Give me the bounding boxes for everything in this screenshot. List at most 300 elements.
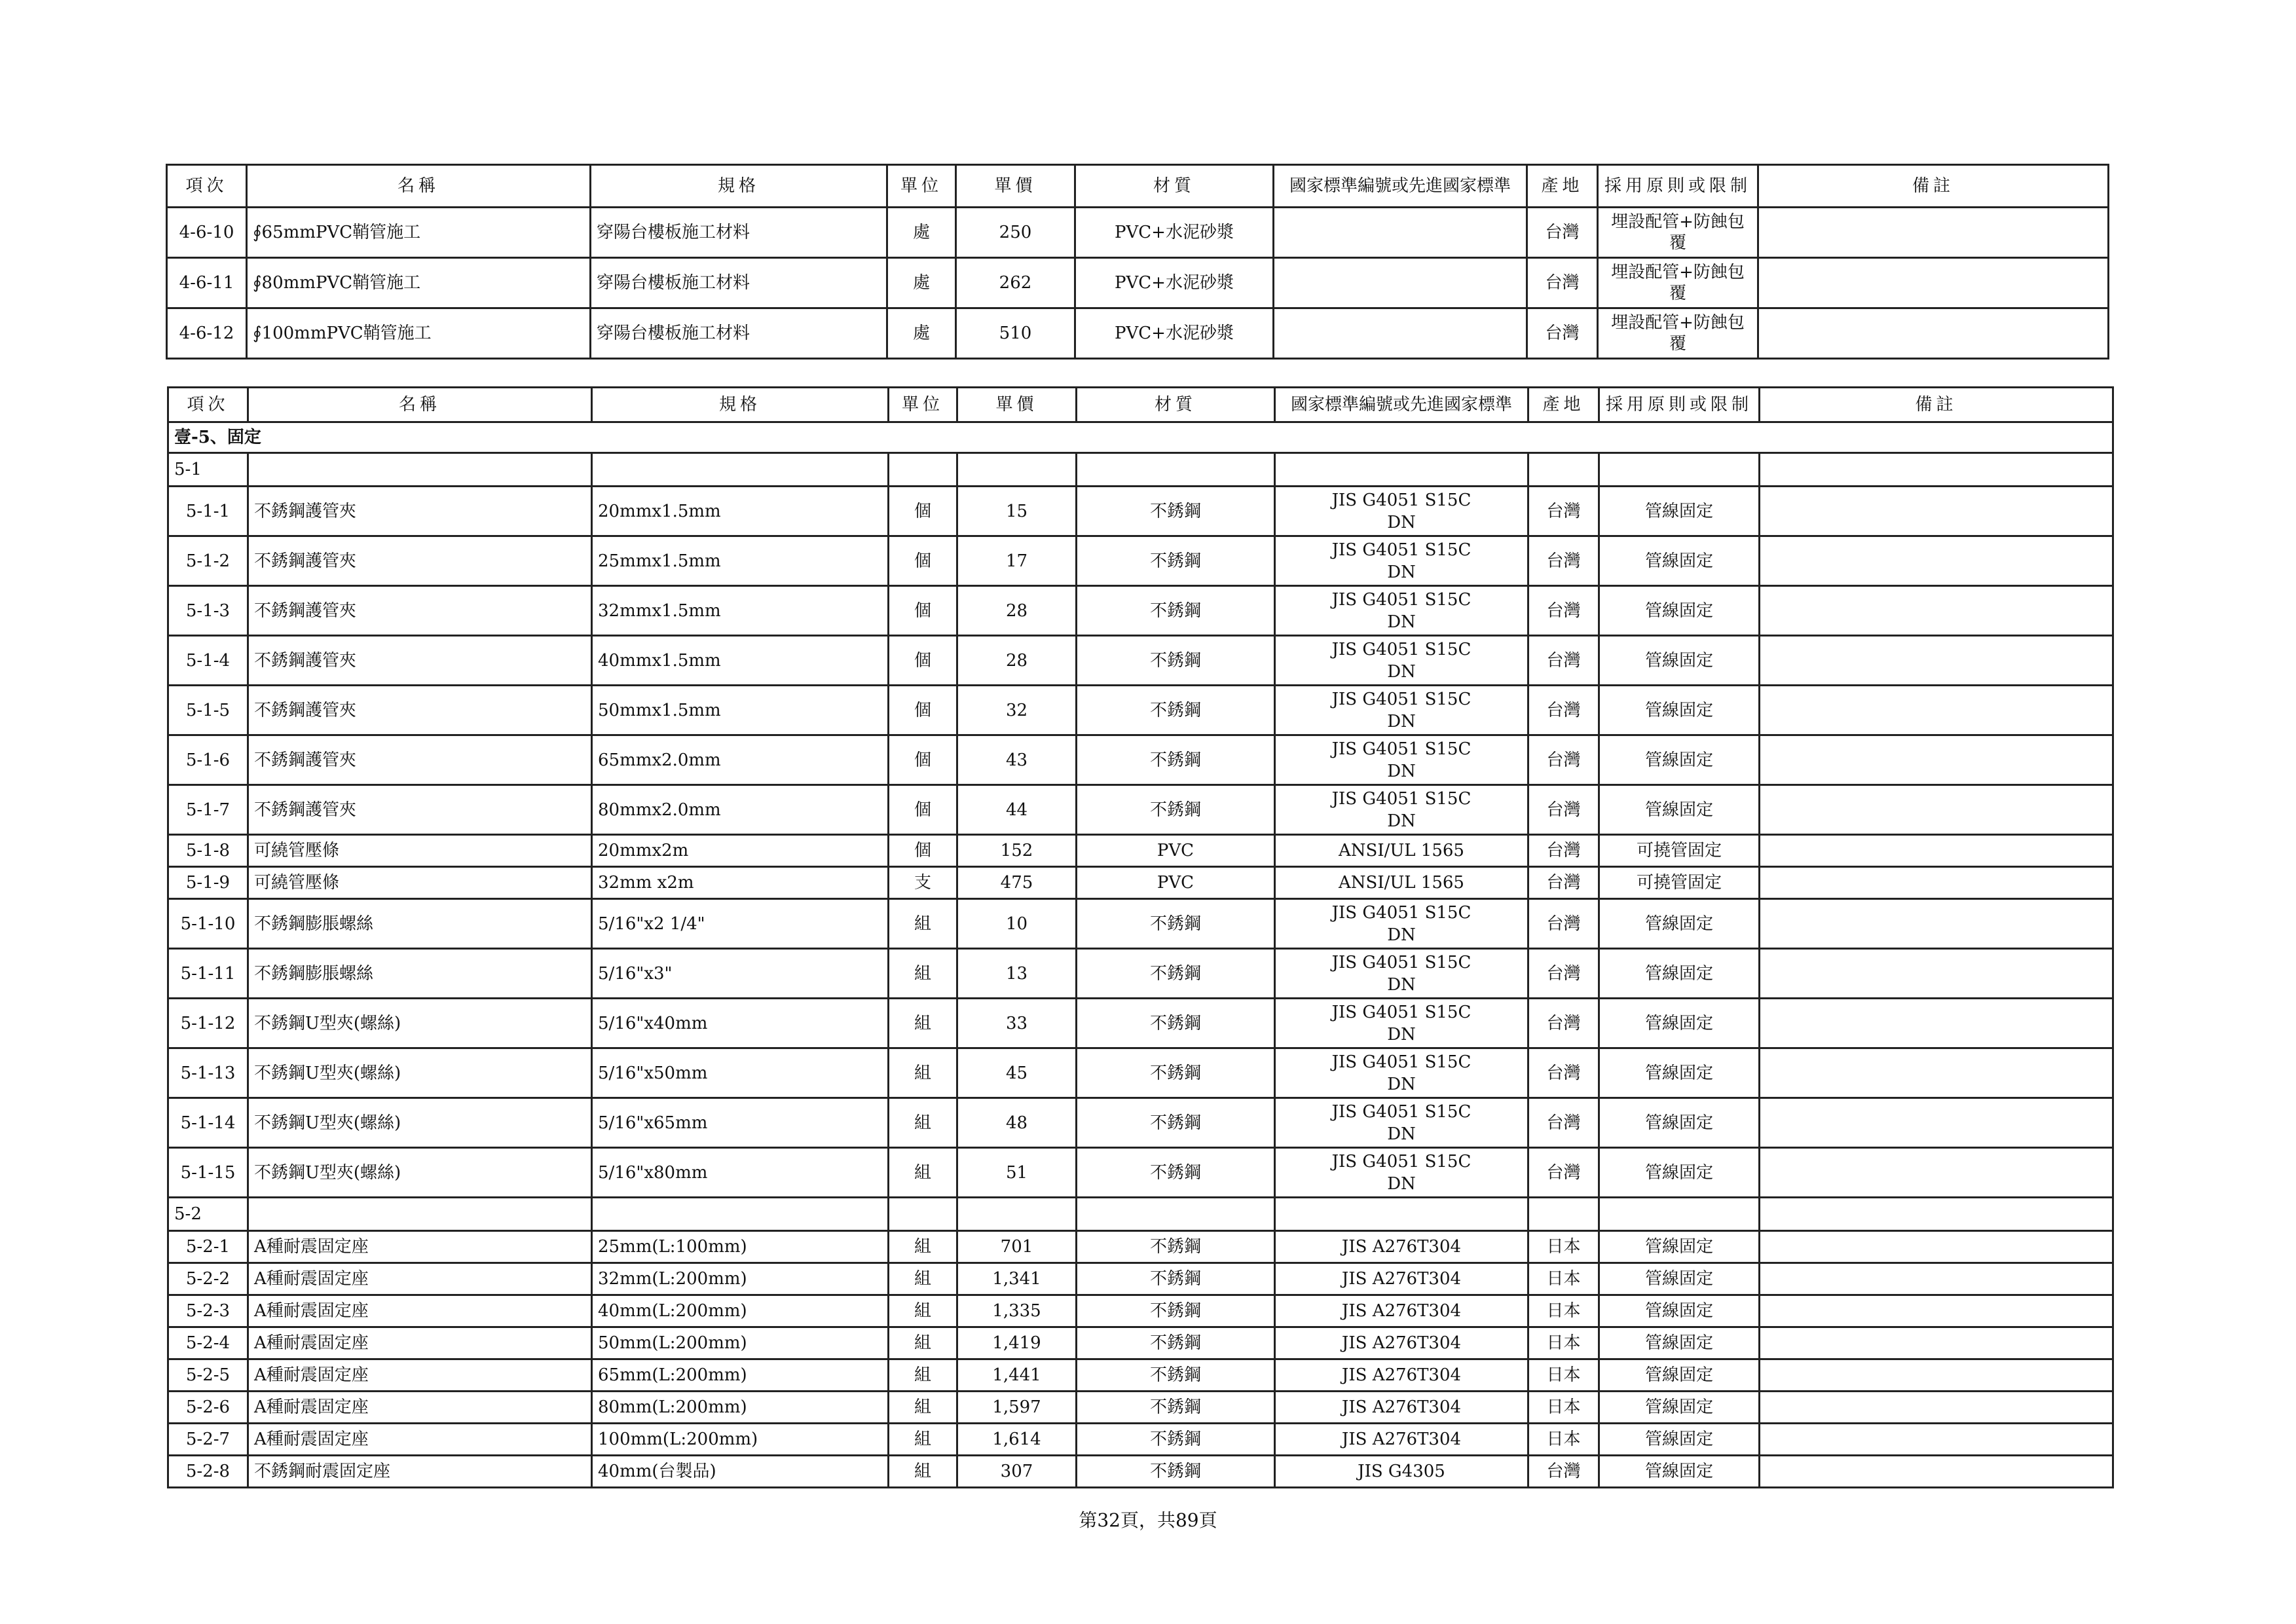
item-price-cell: 28 <box>957 636 1077 686</box>
item-material-cell: 不銹鋼 <box>1077 636 1275 686</box>
item-origin-cell: 台灣 <box>1528 1098 1599 1148</box>
item-principle-cell: 管線固定 <box>1599 1359 1760 1392</box>
item-spec-cell: 40mm(L:200mm) <box>592 1295 889 1327</box>
item-unit-cell: 個 <box>889 735 957 785</box>
item-no-cell: 5-1-11 <box>168 949 248 999</box>
item-name-cell: 不銹鋼護管夾 <box>248 586 592 636</box>
standard-code: JIS A276T304 <box>1341 1333 1462 1353</box>
item-unit-cell: 組 <box>889 1456 957 1488</box>
item-note-cell <box>1760 785 2113 835</box>
table-row <box>167 208 2109 258</box>
item-name-cell: ∮65mmPVC鞘管施工 <box>247 208 591 258</box>
header-cell: 項次 <box>168 388 248 422</box>
table-row <box>168 1098 2113 1148</box>
item-price-cell: 51 <box>957 1148 1077 1198</box>
header-cell: 單位 <box>887 165 956 208</box>
item-origin-cell: 台灣 <box>1528 487 1599 536</box>
table-row <box>168 586 2113 636</box>
item-note-cell <box>1760 949 2113 999</box>
item-no-cell: 5-1-5 <box>168 686 248 735</box>
standard-suffix: DN <box>1387 711 1416 731</box>
item-principle-cell: 管線固定 <box>1599 1327 1760 1359</box>
item-material-cell: 不銹鋼 <box>1077 899 1275 949</box>
item-material-cell: 不銹鋼 <box>1077 1392 1275 1424</box>
table-row <box>167 258 2109 308</box>
item-no-cell: 5-1-9 <box>168 867 248 899</box>
item-origin-cell: 台灣 <box>1528 636 1599 686</box>
item-unit-cell: 組 <box>889 1392 957 1424</box>
header-cell: 單價 <box>956 165 1075 208</box>
item-principle-cell: 埋設配管+防蝕包覆 <box>1598 308 1758 359</box>
item-origin-cell: 台灣 <box>1528 686 1599 735</box>
standard-suffix: DN <box>1387 761 1416 781</box>
header-cell: 規格 <box>592 388 889 422</box>
empty-cell <box>1528 453 1599 487</box>
standard-code: JIS G4051 S15C <box>1331 902 1472 923</box>
item-no-cell: 5-1-8 <box>168 835 248 867</box>
item-name-cell: 不銹鋼U型夾(螺絲) <box>248 999 592 1048</box>
empty-cell <box>889 1198 957 1231</box>
item-spec-cell: 20mmx1.5mm <box>592 487 889 536</box>
item-unit-cell: 組 <box>889 899 957 949</box>
item-standard-cell <box>1275 636 1528 686</box>
table-row <box>168 835 2113 867</box>
item-spec-cell: 穿陽台樓板施工材料 <box>591 308 887 359</box>
item-principle-cell: 管線固定 <box>1599 1295 1760 1327</box>
item-note-cell <box>1760 899 2113 949</box>
item-price-cell: 1,441 <box>957 1359 1077 1392</box>
empty-cell <box>1528 1198 1599 1231</box>
standard-suffix: DN <box>1387 1173 1416 1194</box>
header-cell: 規格 <box>591 165 887 208</box>
item-unit-cell: 個 <box>889 835 957 867</box>
section-row <box>168 422 2113 453</box>
item-name-cell: 不銹鋼護管夾 <box>248 785 592 835</box>
empty-cell <box>1760 453 2113 487</box>
item-price-cell: 44 <box>957 785 1077 835</box>
item-no-cell: 5-2-4 <box>168 1327 248 1359</box>
table-row <box>168 487 2113 536</box>
item-note-cell <box>1760 536 2113 586</box>
item-principle-cell: 可撓管固定 <box>1599 835 1760 867</box>
standard-code: JIS G4051 S15C <box>1331 739 1472 759</box>
item-material-cell: 不銹鋼 <box>1077 1098 1275 1148</box>
item-unit-cell: 組 <box>889 1359 957 1392</box>
item-standard-cell <box>1275 1359 1528 1392</box>
item-unit-cell: 組 <box>889 1263 957 1295</box>
item-no-cell: 5-2-6 <box>168 1392 248 1424</box>
item-standard-cell <box>1275 1456 1528 1488</box>
item-no-cell: 5-1-2 <box>168 536 248 586</box>
table-row <box>168 1456 2113 1488</box>
item-standard-cell <box>1275 835 1528 867</box>
item-name-cell: 不銹鋼U型夾(螺絲) <box>248 1098 592 1148</box>
item-principle-cell: 管線固定 <box>1599 735 1760 785</box>
item-no-cell: 5-1-10 <box>168 899 248 949</box>
item-price-cell: 15 <box>957 487 1077 536</box>
item-name-cell: A種耐震固定座 <box>248 1231 592 1263</box>
item-price-cell: 152 <box>957 835 1077 867</box>
standard-suffix: DN <box>1387 811 1416 831</box>
item-unit-cell: 個 <box>889 686 957 735</box>
item-material-cell: PVC+水泥砂漿 <box>1075 208 1274 258</box>
item-unit-cell: 處 <box>887 308 956 359</box>
item-material-cell: 不銹鋼 <box>1077 487 1275 536</box>
item-price-cell: 1,335 <box>957 1295 1077 1327</box>
item-standard-cell <box>1275 899 1528 949</box>
item-origin-cell: 日本 <box>1528 1424 1599 1456</box>
empty-cell <box>248 1198 592 1231</box>
item-origin-cell: 日本 <box>1528 1392 1599 1424</box>
item-no-cell: 5-2-1 <box>168 1231 248 1263</box>
item-unit-cell: 組 <box>889 1048 957 1098</box>
item-note-cell <box>1760 1456 2113 1488</box>
item-principle-cell: 管線固定 <box>1599 1424 1760 1456</box>
group-row <box>168 453 2113 487</box>
item-principle-cell: 管線固定 <box>1599 1048 1760 1098</box>
item-material-cell: 不銹鋼 <box>1077 949 1275 999</box>
standard-code: JIS A276T304 <box>1341 1269 1462 1289</box>
item-unit-cell: 支 <box>889 867 957 899</box>
item-note-cell <box>1760 999 2113 1048</box>
item-origin-cell: 日本 <box>1528 1327 1599 1359</box>
standard-code: JIS A276T304 <box>1341 1301 1462 1321</box>
item-material-cell: 不銹鋼 <box>1077 999 1275 1048</box>
price-table-2 <box>167 386 2114 1488</box>
item-note-cell <box>1760 1148 2113 1198</box>
item-unit-cell: 個 <box>889 785 957 835</box>
standard-suffix: DN <box>1387 925 1416 945</box>
table-header-row <box>167 165 2109 208</box>
empty-cell <box>957 453 1077 487</box>
item-spec-cell: 5/16"x65mm <box>592 1098 889 1148</box>
item-unit-cell: 組 <box>889 1295 957 1327</box>
item-spec-cell: 100mm(L:200mm) <box>592 1424 889 1456</box>
item-standard-cell <box>1275 536 1528 586</box>
item-unit-cell: 個 <box>889 636 957 686</box>
item-no-cell: 5-1-13 <box>168 1048 248 1098</box>
item-name-cell: 可繞管壓條 <box>248 835 592 867</box>
standard-suffix: DN <box>1387 612 1416 632</box>
item-standard-cell <box>1275 735 1528 785</box>
item-name-cell: 不銹鋼護管夾 <box>248 536 592 586</box>
item-no-cell: 4-6-12 <box>167 308 247 359</box>
item-material-cell: 不銹鋼 <box>1077 1148 1275 1198</box>
item-note-cell <box>1760 1098 2113 1148</box>
item-name-cell: A種耐震固定座 <box>248 1392 592 1424</box>
item-standard-cell <box>1275 999 1528 1048</box>
item-no-cell: 5-2-3 <box>168 1295 248 1327</box>
header-cell: 名稱 <box>247 165 591 208</box>
item-no-cell: 5-2-2 <box>168 1263 248 1295</box>
table-row <box>168 1231 2113 1263</box>
item-price-cell: 262 <box>956 258 1075 308</box>
item-standard-cell <box>1275 1231 1528 1263</box>
empty-cell <box>1077 1198 1275 1231</box>
item-price-cell: 13 <box>957 949 1077 999</box>
header-cell: 採用原則或限制 <box>1599 388 1760 422</box>
item-material-cell: PVC+水泥砂漿 <box>1075 308 1274 359</box>
item-principle-cell: 管線固定 <box>1599 1392 1760 1424</box>
empty-cell <box>592 1198 889 1231</box>
item-note-cell <box>1760 1231 2113 1263</box>
header-cell: 單位 <box>889 388 957 422</box>
item-origin-cell: 台灣 <box>1528 867 1599 899</box>
item-material-cell: 不銹鋼 <box>1077 586 1275 636</box>
item-origin-cell: 台灣 <box>1527 208 1598 258</box>
standard-suffix: DN <box>1387 1124 1416 1144</box>
item-name-cell: 不銹鋼耐震固定座 <box>248 1456 592 1488</box>
header-cell: 國家標準編號或先進國家標準 <box>1274 165 1527 208</box>
item-note-cell <box>1760 1359 2113 1392</box>
item-principle-cell: 管線固定 <box>1599 1098 1760 1148</box>
item-name-cell: 不銹鋼膨脹螺絲 <box>248 899 592 949</box>
item-no-cell: 5-1-4 <box>168 636 248 686</box>
item-material-cell: 不銹鋼 <box>1077 1295 1275 1327</box>
item-spec-cell: 5/16"x80mm <box>592 1148 889 1198</box>
item-material-cell: 不銹鋼 <box>1077 1424 1275 1456</box>
item-note-cell <box>1760 686 2113 735</box>
item-origin-cell: 台灣 <box>1528 899 1599 949</box>
table-body <box>167 208 2109 359</box>
item-origin-cell: 日本 <box>1528 1263 1599 1295</box>
item-no-cell: 4-6-10 <box>167 208 247 258</box>
item-no-cell: 5-1-7 <box>168 785 248 835</box>
standard-code: ANSI/UL 1565 <box>1339 873 1464 893</box>
table-row <box>168 1424 2113 1456</box>
standard-code: JIS G4051 S15C <box>1331 952 1472 972</box>
item-name-cell: A種耐震固定座 <box>248 1359 592 1392</box>
item-origin-cell: 日本 <box>1528 1359 1599 1392</box>
table-row <box>168 949 2113 999</box>
standard-suffix: DN <box>1387 974 1416 995</box>
item-note-cell <box>1760 1263 2113 1295</box>
item-spec-cell: 50mm(L:200mm) <box>592 1327 889 1359</box>
item-unit-cell: 組 <box>889 949 957 999</box>
table-body <box>168 422 2113 1488</box>
item-unit-cell: 組 <box>889 1231 957 1263</box>
item-name-cell: A種耐震固定座 <box>248 1295 592 1327</box>
item-principle-cell: 管線固定 <box>1599 1456 1760 1488</box>
item-standard-cell <box>1275 949 1528 999</box>
item-origin-cell: 台灣 <box>1528 735 1599 785</box>
group-label-cell: 5-2 <box>168 1198 248 1231</box>
item-note-cell <box>1758 208 2109 258</box>
item-note-cell <box>1760 1048 2113 1098</box>
header-cell: 單價 <box>957 388 1077 422</box>
item-note-cell <box>1758 308 2109 359</box>
empty-cell <box>248 453 592 487</box>
item-origin-cell: 台灣 <box>1528 1048 1599 1098</box>
table-row <box>168 785 2113 835</box>
item-name-cell: ∮100mmPVC鞘管施工 <box>247 308 591 359</box>
empty-cell <box>1275 1198 1528 1231</box>
item-no-cell: 5-2-7 <box>168 1424 248 1456</box>
item-standard-cell <box>1274 258 1527 308</box>
empty-cell <box>1275 453 1528 487</box>
header-cell: 採用原則或限制 <box>1598 165 1758 208</box>
item-name-cell: 不銹鋼護管夾 <box>248 487 592 536</box>
item-material-cell: 不銹鋼 <box>1077 686 1275 735</box>
item-principle-cell: 管線固定 <box>1599 1148 1760 1198</box>
table-row <box>168 1359 2113 1392</box>
group-row <box>168 1198 2113 1231</box>
table-row <box>168 1327 2113 1359</box>
item-spec-cell: 40mm(台製品) <box>592 1456 889 1488</box>
item-price-cell: 1,597 <box>957 1392 1077 1424</box>
group-label-cell: 5-1 <box>168 453 248 487</box>
item-principle-cell: 可撓管固定 <box>1599 867 1760 899</box>
item-material-cell: 不銹鋼 <box>1077 1263 1275 1295</box>
item-name-cell: 不銹鋼U型夾(螺絲) <box>248 1048 592 1098</box>
item-spec-cell: 50mmx1.5mm <box>592 686 889 735</box>
item-spec-cell: 32mm x2m <box>592 867 889 899</box>
item-origin-cell: 台灣 <box>1528 586 1599 636</box>
standard-suffix: DN <box>1387 661 1416 682</box>
item-spec-cell: 65mmx2.0mm <box>592 735 889 785</box>
item-spec-cell: 32mmx1.5mm <box>592 586 889 636</box>
item-origin-cell: 台灣 <box>1528 1148 1599 1198</box>
item-name-cell: A種耐震固定座 <box>248 1327 592 1359</box>
item-price-cell: 45 <box>957 1048 1077 1098</box>
header-cell: 項次 <box>167 165 247 208</box>
item-price-cell: 1,419 <box>957 1327 1077 1359</box>
item-note-cell <box>1760 1424 2113 1456</box>
item-origin-cell: 台灣 <box>1528 536 1599 586</box>
empty-cell <box>1760 1198 2113 1231</box>
item-note-cell <box>1760 586 2113 636</box>
item-spec-cell: 25mmx1.5mm <box>592 536 889 586</box>
item-standard-cell <box>1275 686 1528 735</box>
item-name-cell: 不銹鋼護管夾 <box>248 636 592 686</box>
item-note-cell <box>1760 867 2113 899</box>
item-note-cell <box>1760 1327 2113 1359</box>
standard-suffix: DN <box>1387 512 1416 532</box>
item-price-cell: 1,614 <box>957 1424 1077 1456</box>
item-material-cell: PVC+水泥砂漿 <box>1075 258 1274 308</box>
standard-code: JIS G4305 <box>1358 1462 1445 1481</box>
empty-cell <box>957 1198 1077 1231</box>
item-price-cell: 43 <box>957 735 1077 785</box>
item-origin-cell: 日本 <box>1528 1231 1599 1263</box>
table-row <box>168 735 2113 785</box>
item-name-cell: 不銹鋼護管夾 <box>248 735 592 785</box>
item-principle-cell: 管線固定 <box>1599 1263 1760 1295</box>
item-origin-cell: 台灣 <box>1528 949 1599 999</box>
item-material-cell: 不銹鋼 <box>1077 536 1275 586</box>
standard-code: JIS G4051 S15C <box>1331 1052 1472 1072</box>
header-cell: 產地 <box>1527 165 1598 208</box>
table-header-row <box>168 388 2113 422</box>
item-note-cell <box>1760 1295 2113 1327</box>
item-spec-cell: 5/16"x40mm <box>592 999 889 1048</box>
item-unit-cell: 個 <box>889 536 957 586</box>
item-principle-cell: 管線固定 <box>1599 999 1760 1048</box>
item-principle-cell: 埋設配管+防蝕包覆 <box>1598 208 1758 258</box>
standard-suffix: DN <box>1387 562 1416 582</box>
item-spec-cell: 25mm(L:100mm) <box>592 1231 889 1263</box>
item-standard-cell <box>1275 785 1528 835</box>
item-no-cell: 5-2-8 <box>168 1456 248 1488</box>
item-principle-cell: 管線固定 <box>1599 899 1760 949</box>
item-material-cell: 不銹鋼 <box>1077 735 1275 785</box>
empty-cell <box>1599 1198 1760 1231</box>
item-standard-cell <box>1275 1424 1528 1456</box>
item-note-cell <box>1760 1392 2113 1424</box>
standard-suffix: DN <box>1387 1024 1416 1044</box>
header-cell: 名稱 <box>248 388 592 422</box>
item-price-cell: 48 <box>957 1098 1077 1148</box>
item-principle-cell: 管線固定 <box>1599 636 1760 686</box>
item-spec-cell: 5/16"x50mm <box>592 1048 889 1098</box>
empty-cell <box>1599 453 1760 487</box>
item-spec-cell: 65mm(L:200mm) <box>592 1359 889 1392</box>
item-note-cell <box>1758 258 2109 308</box>
table-row <box>168 1295 2113 1327</box>
table-row <box>168 1048 2113 1098</box>
item-unit-cell: 個 <box>889 586 957 636</box>
item-spec-cell: 80mm(L:200mm) <box>592 1392 889 1424</box>
item-no-cell: 5-2-5 <box>168 1359 248 1392</box>
item-material-cell: PVC <box>1077 835 1275 867</box>
item-standard-cell <box>1275 487 1528 536</box>
item-no-cell: 4-6-11 <box>167 258 247 308</box>
item-name-cell: A種耐震固定座 <box>248 1263 592 1295</box>
item-origin-cell: 台灣 <box>1528 999 1599 1048</box>
item-standard-cell <box>1275 1148 1528 1198</box>
standard-code: JIS G4051 S15C <box>1331 788 1472 809</box>
item-price-cell: 701 <box>957 1231 1077 1263</box>
standard-code: JIS A276T304 <box>1341 1365 1462 1385</box>
item-unit-cell: 組 <box>889 1098 957 1148</box>
standard-code: ANSI/UL 1565 <box>1339 841 1464 860</box>
item-price-cell: 28 <box>957 586 1077 636</box>
item-unit-cell: 組 <box>889 1148 957 1198</box>
table-row <box>168 636 2113 686</box>
item-no-cell: 5-1-6 <box>168 735 248 785</box>
standard-code: JIS A276T304 <box>1341 1430 1462 1449</box>
table-row <box>168 867 2113 899</box>
item-price-cell: 17 <box>957 536 1077 586</box>
item-principle-cell: 管線固定 <box>1599 586 1760 636</box>
item-material-cell: 不銹鋼 <box>1077 1456 1275 1488</box>
item-price-cell: 32 <box>957 686 1077 735</box>
standard-code: JIS G4051 S15C <box>1331 540 1472 560</box>
item-standard-cell <box>1275 1392 1528 1424</box>
item-material-cell: 不銹鋼 <box>1077 785 1275 835</box>
header-cell: 備註 <box>1758 165 2109 208</box>
item-origin-cell: 台灣 <box>1528 785 1599 835</box>
header-cell: 國家標準編號或先進國家標準 <box>1275 388 1528 422</box>
page-footer: 第32頁，共89頁 <box>1079 1509 1217 1531</box>
header-cell: 備註 <box>1760 388 2113 422</box>
table-row <box>168 1392 2113 1424</box>
item-spec-cell: 5/16"x2 1/4" <box>592 899 889 949</box>
item-standard-cell <box>1275 1295 1528 1327</box>
item-name-cell: 不銹鋼U型夾(螺絲) <box>248 1148 592 1198</box>
empty-cell <box>889 453 957 487</box>
header-cell: 材質 <box>1077 388 1275 422</box>
standard-code: JIS G4051 S15C <box>1331 639 1472 659</box>
item-spec-cell: 32mm(L:200mm) <box>592 1263 889 1295</box>
price-table-1 <box>166 164 2109 360</box>
item-origin-cell: 台灣 <box>1527 308 1598 359</box>
item-principle-cell: 管線固定 <box>1599 487 1760 536</box>
empty-cell <box>1077 453 1275 487</box>
item-unit-cell: 組 <box>889 999 957 1048</box>
item-no-cell: 5-1-1 <box>168 487 248 536</box>
item-standard-cell <box>1275 1098 1528 1148</box>
